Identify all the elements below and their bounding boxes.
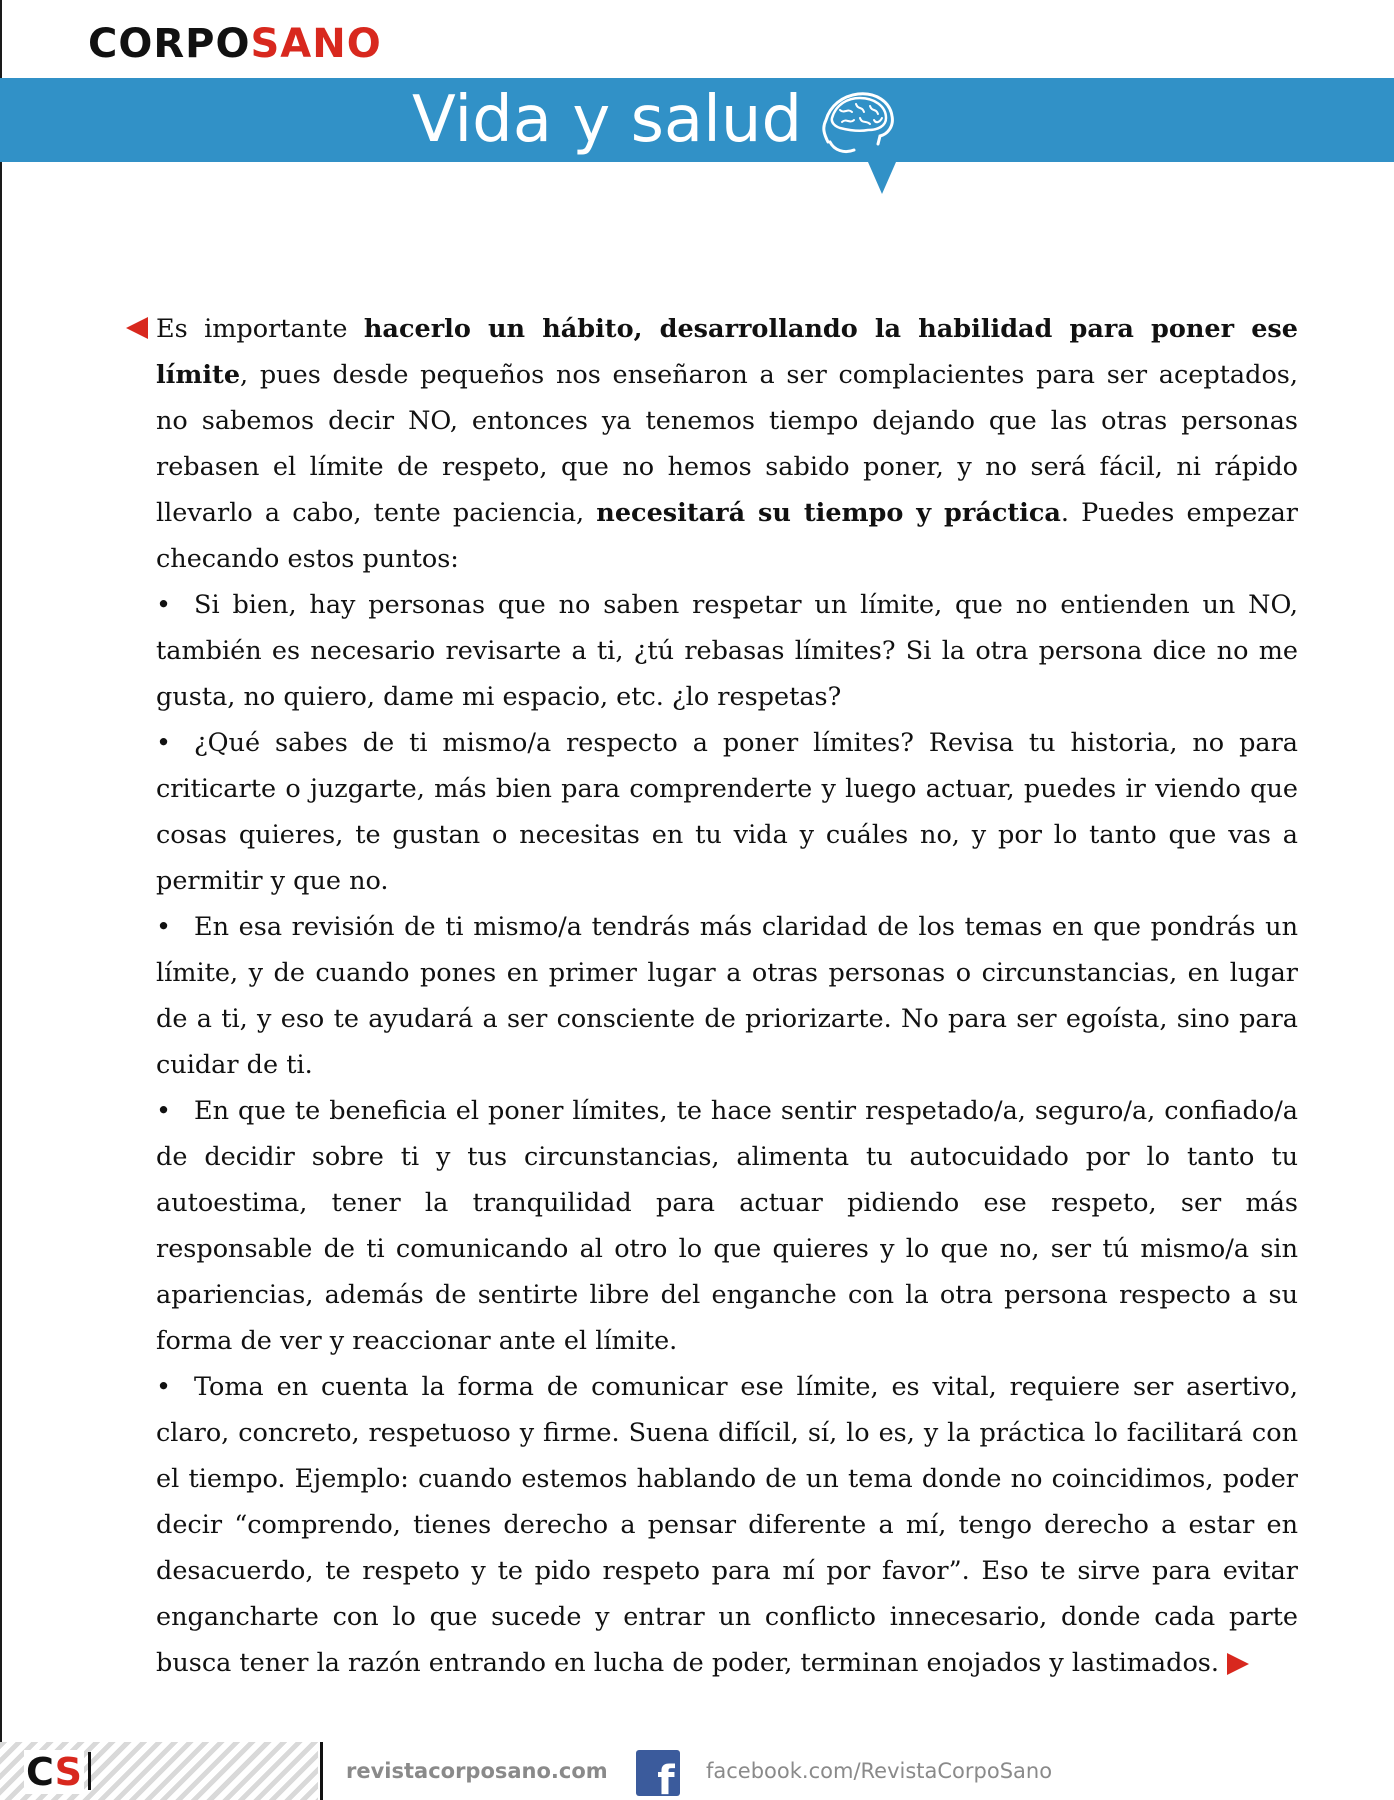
bullet-item (156, 904, 1298, 1088)
facebook-letter: f (657, 1758, 675, 1796)
cs-logo-s: S (54, 1750, 82, 1794)
cs-logo (24, 1750, 84, 1794)
logo-text-corpo: CORPO (88, 21, 251, 67)
page-footer (0, 1742, 1394, 1800)
facebook-link[interactable]: facebook.com/RevistaCorpoSano (706, 1759, 1053, 1783)
bullet-text: En esa revisión de ti mismo/a tendrás más claridad de los temas en que pondrás un límite, y de cuando pones en primer lugar a otras personas o circunstancias, en lugar de a ti, y eso te ayudará a ser consciente de priorizarte. No para ser egoísta, sino para cuidar de ti. (156, 912, 1298, 1080)
bullet-text: Toma en cuenta la forma de comunicar ese límite, es vital, requiere ser asertivo, claro, concreto, respetuoso y firme. Suena difícil, sí, lo es, y la práctica lo facilitará con el tiempo. Ejemplo: cuando estemos hablando de un tema donde no coincidimos, poder decir “comprendo, tienes derecho a pensar diferente a mí, tengo derecho a estar en desacuerdo, te respeto y te pido respeto para mí por favor”. Eso te sirve para evitar engancharte con lo que sucede y entrar un conflicto innecesario, donde cada parte busca tener la razón entrando en lucha de poder, terminan enojados y lastimados. (156, 1372, 1298, 1678)
intro-bold-habit: hacerlo un hábito, desarrollando la habilidad para poner ese límite (156, 314, 1298, 390)
bullet-item (156, 1364, 1298, 1686)
page-left-rule (0, 0, 2, 1800)
section-title: Vida y salud (412, 83, 803, 157)
intro-paragraph (156, 306, 1298, 582)
bullet-mark: • (156, 912, 172, 942)
brain-head-icon (818, 84, 900, 156)
banner-pointer (868, 162, 896, 194)
intro-middle: , pues desde pequeños nos enseñaron a ser complacientes para ser aceptados, no sabemos decir NO, entonces ya tenemos tiempo dejando que las otras personas rebasen el límite de respeto, que no hemos sabido poner, y no será fácil, ni rápido llevarlo a cabo, tente paciencia, (156, 360, 1298, 528)
facebook-icon[interactable] (636, 1750, 680, 1796)
footer-divider (320, 1742, 323, 1800)
section-banner (0, 78, 1394, 162)
bullet-item (156, 1088, 1298, 1364)
facebook-glyph (636, 1750, 680, 1796)
intro-lead: Es importante (156, 314, 364, 344)
bullet-mark: • (156, 1372, 172, 1402)
cs-logo-bar (88, 1752, 91, 1790)
bullet-mark: • (156, 1096, 172, 1126)
intro-tail: . Puedes empezar checando estos puntos: (156, 498, 1298, 574)
bullet-text: Si bien, hay personas que no saben respetar un límite, que no entienden un NO, también es necesario revisarte a ti, ¿tú rebasas límites? Si la otra persona dice no me gusta, no quiero, dame mi espacio, etc. ¿lo respetas? (156, 590, 1298, 712)
bullet-mark: • (156, 728, 172, 758)
article-body (156, 306, 1298, 1686)
cs-logo-c: C (26, 1750, 55, 1794)
logo-text-sano: SANO (250, 21, 382, 67)
intro-bold-practice: necesitará su tiempo y práctica (596, 498, 1061, 528)
bullet-item (156, 582, 1298, 720)
bullet-text: ¿Qué sabes de ti mismo/a respecto a poner límites? Revisa tu historia, no para criticarte o juzgarte, más bien para comprenderte y luego actuar, puedes ir viendo que cosas quieres, te gustan o necesitas en tu vida y cuáles no, y por lo tanto que vas a permitir y que no. (156, 728, 1298, 896)
bullet-text: En que te beneficia el poner límites, te hace sentir respetado/a, seguro/a, confiado/a de decidir sobre ti y tus circunstancias, alimenta tu autocuidado por lo tanto tu autoestima, tener la tranquilidad para actuar pidiendo ese respeto, ser más responsable de ti comunicando al otro lo que quieres y lo que no, ser tú mismo/a sin apariencias, además de sentirte libre del enganche con la otra persona respecto a su forma de ver y reaccionar ante el límite. (156, 1096, 1298, 1356)
website-link[interactable]: revistacorposano.com (346, 1759, 608, 1783)
continue-arrow-icon (1227, 1653, 1249, 1675)
bullet-item (156, 720, 1298, 904)
bullet-mark: • (156, 590, 172, 620)
corposano-logo (88, 20, 382, 68)
continued-from-arrow-icon (126, 317, 148, 339)
